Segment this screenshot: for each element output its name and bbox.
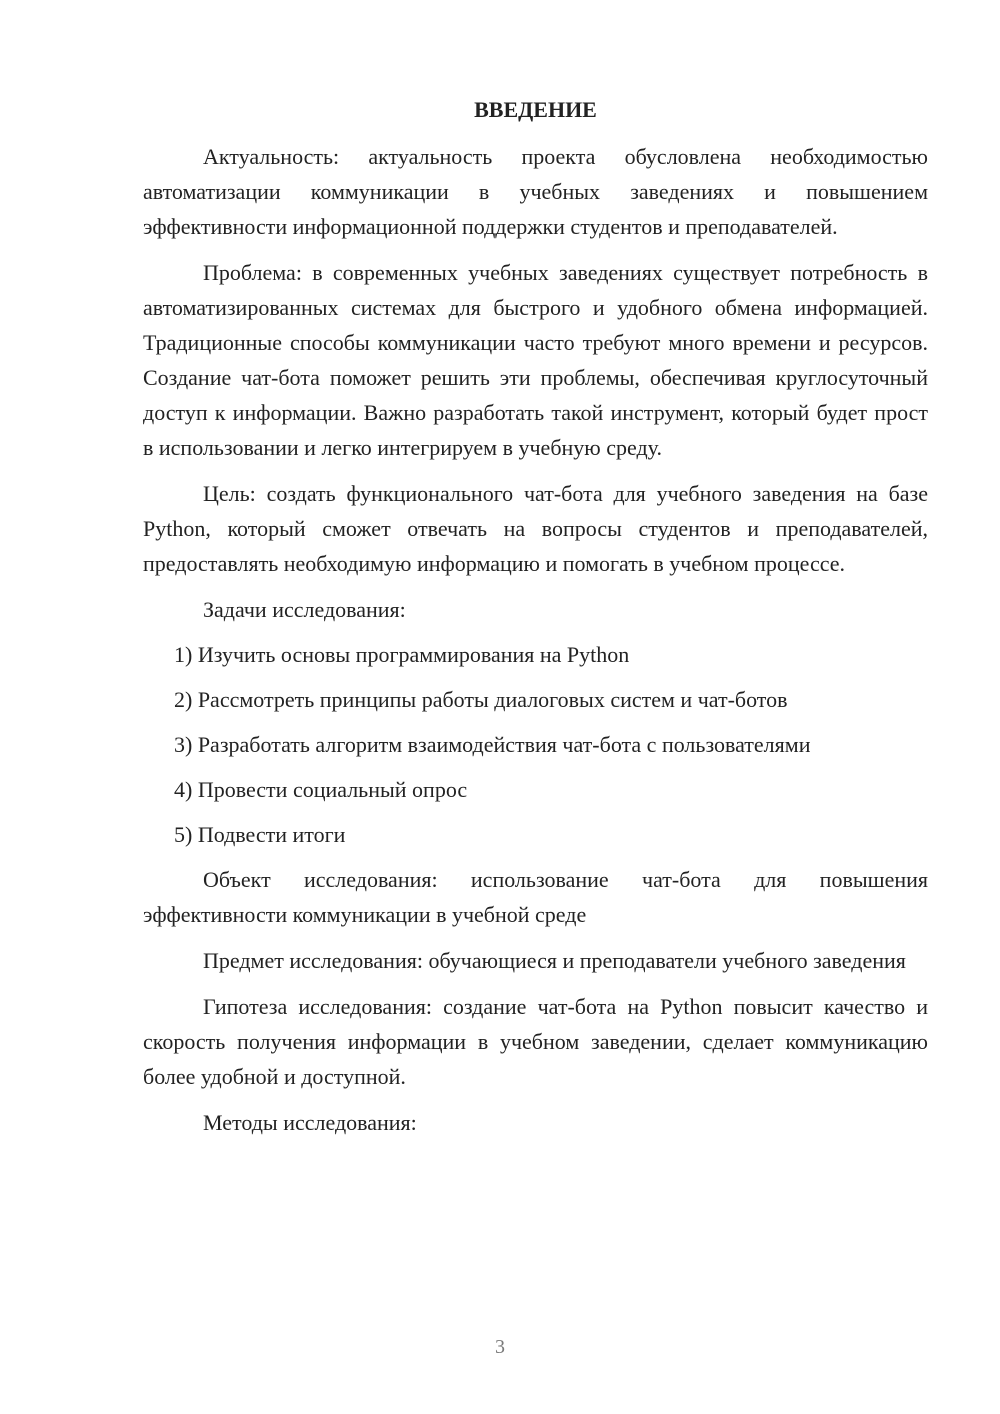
list-item: 5) Подвести итоги (174, 822, 346, 847)
paragraph-relevance: Актуальность: актуальность проекта обусловлена необходимостью автоматизации коммуникации в учебных заведениях и повышением эффективности информационной поддержки студентов и преподавателей. (143, 144, 928, 239)
paragraph-subject: Предмет исследования: обучающиеся и преподаватели учебного заведения (203, 948, 906, 973)
list-item: 1) Изучить основы программирования на Python (174, 642, 630, 667)
paragraph-problem: Проблема: в современных учебных заведениях существует потребность в автоматизированных системах для быстрого и удобного обмена информацией. Традиционные способы коммуникации часто требуют много времени и ресурсов. Создание чат-бота поможет решить эти проблемы, обеспечивая круглосуточный доступ к информации. Важно разработать такой инструмент, который будет прост в использовании и легко интегрируем в учебную среду. (143, 260, 928, 460)
tasks-list (143, 637, 928, 862)
list-item: 3) Разработать алгоритм взаимодействия чат-бота с пользователями (174, 732, 811, 757)
paragraph-hypothesis: Гипотеза исследования: создание чат-бота на Python повысит качество и скорость получения информации в учебном заведении, сделает коммуникацию более удобной и доступной. (143, 994, 928, 1089)
paragraph-goal: Цель: создать функционального чат-бота для учебного заведения на базе Python, который сможет отвечать на вопросы студентов и преподавателей, предоставлять необходимую информацию и помогать в учебном процессе. (143, 481, 928, 576)
page-number: 3 (495, 1336, 505, 1358)
list-item: 4) Провести социальный опрос (174, 777, 468, 802)
methods-title: Методы исследования: (203, 1110, 417, 1135)
tasks-title: Задачи исследования: (203, 597, 406, 622)
page-title: ВВЕДЕНИЕ (474, 97, 597, 122)
paragraph-object: Объект исследования: использование чат-бота для повышения эффективности коммуникации в учебной среде (143, 867, 928, 927)
list-item: 2) Рассмотреть принципы работы диалоговых систем и чат-ботов (174, 687, 788, 712)
page-content (143, 94, 928, 1140)
